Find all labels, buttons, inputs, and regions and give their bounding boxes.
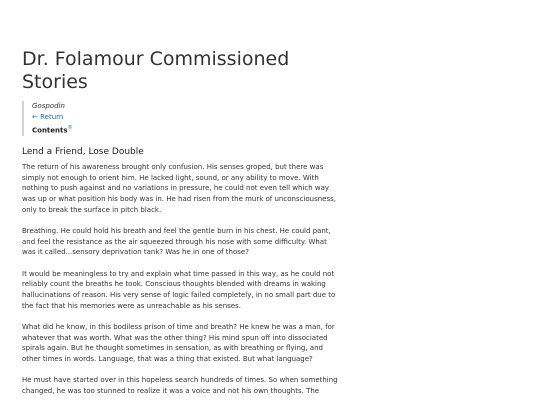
story-paragraph: It would be meaningless to try and explain what time passed in this way, as he could not reliably count the breaths he took. Conscious thoughts blended with dreams in waking hallucinations of reason. His very sense of logic failed completely, in no small part due to the fact that his memories were as unreachable as his senses. (22, 269, 336, 310)
story-paragraph: He must have started over in this hopeless search hundreds of times. So when something changed, he was too stunned to realize it was a voice and not his own thoughts. The (22, 376, 338, 395)
contents-marker: ® (67, 125, 73, 131)
page-title: Dr. Folamour Commissioned Stories (22, 48, 290, 93)
chapter-title: Lend a Friend, Lose Double (22, 147, 144, 157)
contents-label: Contents (32, 126, 68, 135)
story-paragraph: What did he know, in this bodiless prison of time and breath? He knew he was a man, for whatever that was worth. What was the other thing? His mind spun off into dissociated spirals again. But he thought sometimes in sensation, as with breathing or flying, and other times in words. Language, that was a thing that existed. But what language? (22, 322, 335, 364)
story-body (22, 162, 340, 405)
story-paragraph: The return of his awareness brought only confusion. His senses groped, but there was simply not enough to orient him. He lacked light, sound, or any ability to move. With nothing to push against and no variations in pressure, he could not even tell which way was up or what position his body was in. He had risen from the murk of unconsciousness, only to break the surface in pitch black. (22, 163, 337, 214)
story-nav (22, 101, 73, 136)
author-name: Gospodin (32, 102, 65, 110)
contents-link[interactable] (32, 123, 73, 136)
return-link[interactable]: ← Return (32, 113, 64, 121)
story-paragraph: Breathing. He could hold his breath and feel the gentle burn in his chest. He could pant, and feel the resistance as the air squeezed through his nose with some difficulty. What was it called...sensory deprivation tank? Was he in one of those? (22, 227, 331, 257)
